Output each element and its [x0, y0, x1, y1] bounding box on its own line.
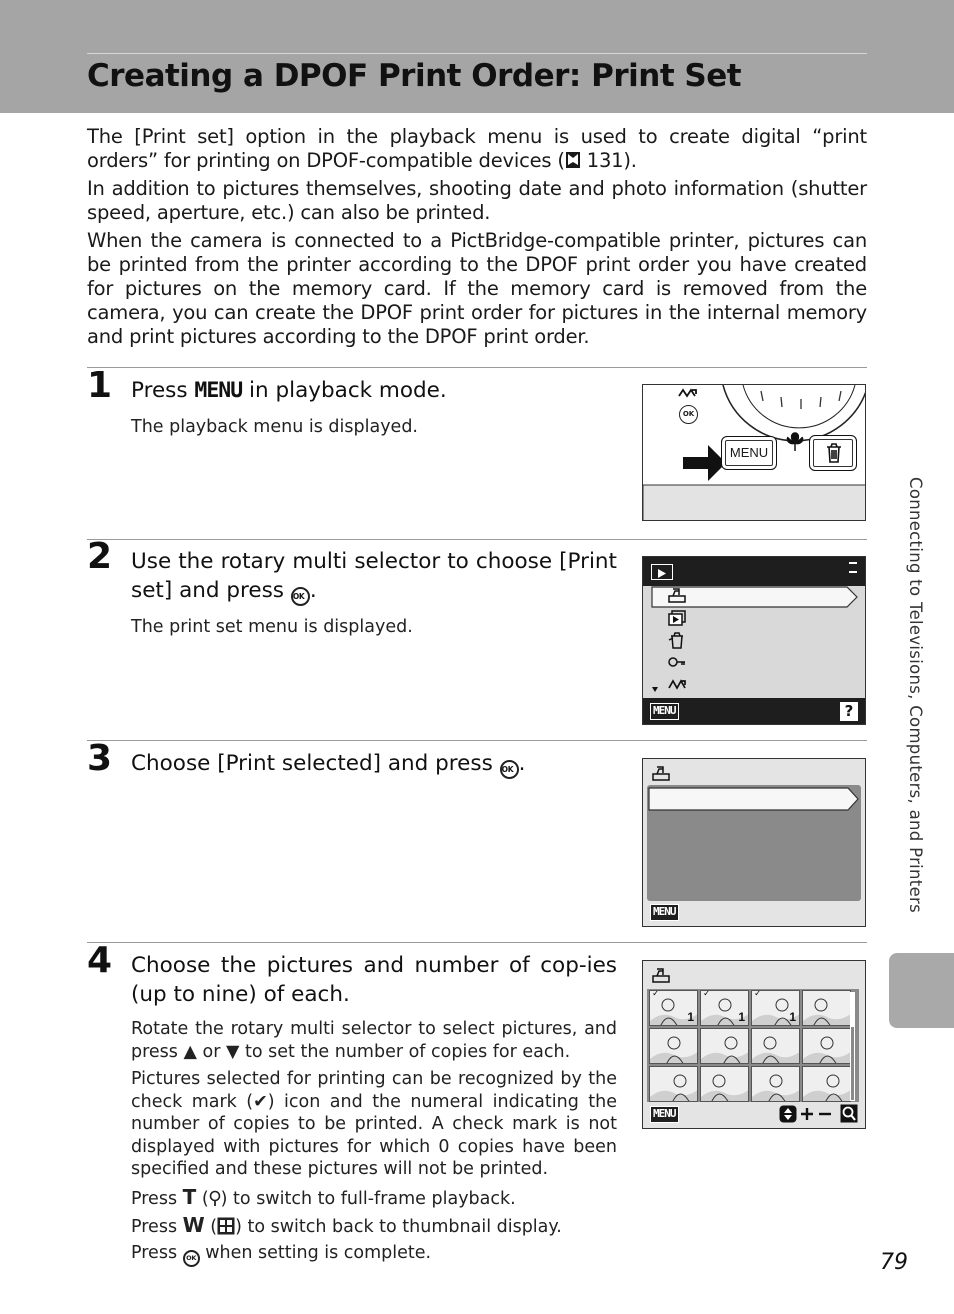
- step-2-body: The print set menu is displayed.: [131, 617, 413, 637]
- playback-swirl-icon: [677, 387, 701, 399]
- ok-icon: OK: [291, 587, 310, 606]
- menu-button-icon: MENU: [194, 378, 243, 403]
- down-arrow-icon: ▼: [225, 1041, 240, 1062]
- thumbnail[interactable]: [700, 1028, 749, 1064]
- playback-mode-icon: [651, 564, 673, 580]
- page-title: Creating a DPOF Print Order: Print Set: [87, 58, 742, 94]
- thumbnail-grid: [647, 989, 859, 1102]
- step-2-heading: [131, 547, 617, 606]
- thumbnail-grid-icon: [217, 1217, 235, 1235]
- header-rule: [87, 53, 867, 54]
- step-4-p1-a: Rotate the rotary multi selector to select pictures, and press: [131, 1019, 617, 1062]
- intro-paragraph-3: When the camera is connected to a PictBridge-compatible printer, pictures can be printed from the printer according to the DPOF print order you have created for pictures on the memory card. If the memory card is removed from the camera, you can create the DPOF print order for pictures in the internal memory and print pictures according to the DPOF print order.: [87, 229, 867, 348]
- intro-p1-ref: 131).: [580, 149, 637, 172]
- lcd-menu-tag: MENU: [650, 703, 679, 720]
- up-arrow-icon: ▲: [183, 1041, 197, 1062]
- intro-p1-text: The [Print set] option in the playback menu is used to create digital “print orders” for printing on DPOF-compatible devices (: [87, 125, 867, 172]
- thumbnail[interactable]: [751, 1066, 800, 1102]
- thumbnail[interactable]: [802, 1028, 851, 1064]
- step-1-rule: [87, 367, 867, 368]
- step-3-head-text: Choose [Print selected] and press: [131, 751, 500, 776]
- step-1-head-b: in playback mode.: [242, 378, 447, 403]
- check-mark-icon: ✓: [652, 990, 660, 999]
- step-4-p2-a: Pictures selected for printing can be recognized by the check mark (: [131, 1069, 617, 1112]
- trash-icon: [824, 442, 844, 464]
- step-4-paragraph-2: [131, 1068, 617, 1181]
- step-4-heading: Choose the pictures and number of cop-ies (up to nine) of each.: [131, 953, 617, 1007]
- step-4-p1-b: to set the number of copies for each.: [239, 1041, 571, 1062]
- step-1-number: 1: [87, 365, 113, 406]
- step-3-head-end: .: [518, 751, 526, 776]
- ok-icon: OK: [183, 1250, 200, 1267]
- camera-delete-button: [809, 435, 857, 471]
- step-4-p1-or: or: [196, 1041, 226, 1062]
- press-ok-line: [131, 1242, 431, 1267]
- copy-count: 1: [738, 1010, 745, 1024]
- side-chapter-label: Connecting to Televisions, Computers, and Printers: [906, 477, 925, 914]
- scroll-indicator-icon: [849, 562, 857, 573]
- print-set-icon: [667, 587, 687, 605]
- copy-count: 1: [789, 1010, 796, 1024]
- selector-up-down-icon: [779, 1105, 797, 1123]
- plus-icon: [799, 1106, 815, 1122]
- camera-back-illustration: [642, 384, 866, 521]
- w-key-label: W: [182, 1213, 205, 1237]
- press-w-a: Press: [131, 1217, 183, 1237]
- thumbnail[interactable]: [751, 1028, 800, 1064]
- press-ok-b: when setting is complete.: [199, 1243, 432, 1263]
- print-set-title-icon: [651, 967, 673, 985]
- grid-scrollbar[interactable]: [850, 992, 855, 1101]
- page-number: 79: [880, 1250, 908, 1275]
- ok-button-icon: OK: [679, 405, 698, 424]
- step-4-number: 4: [87, 940, 113, 981]
- intro-paragraph-2: In addition to pictures themselves, shooting date and photo information (shutter speed, aperture, etc.) can also be printed.: [87, 177, 867, 224]
- ok-icon: OK: [500, 760, 519, 779]
- copy-count: 1: [687, 1010, 694, 1024]
- press-t-b: (: [196, 1189, 209, 1209]
- zoom-in-icon: [840, 1104, 858, 1123]
- menu-highlight-bar: [648, 786, 860, 812]
- side-chapter-tab: [889, 953, 954, 1028]
- press-t-c: ) to switch to full-frame playback.: [220, 1189, 516, 1209]
- thumbnail[interactable]: [700, 1066, 749, 1102]
- thumbnail[interactable]: [802, 1066, 851, 1102]
- step-1-head-a: Press: [131, 378, 195, 403]
- thumbnail-selection-screen: [642, 960, 866, 1129]
- thumbnail[interactable]: [700, 990, 749, 1026]
- press-t-line: [131, 1186, 516, 1210]
- thumbnail[interactable]: [649, 1028, 698, 1064]
- t-key-label: T: [182, 1185, 197, 1209]
- playback-menu-screen: [642, 556, 866, 725]
- camera-menu-button: MENU: [721, 436, 777, 470]
- lcd-menu-tag: MENU: [650, 1106, 679, 1123]
- lcd-menu-tag: MENU: [650, 904, 679, 921]
- step-2-head-text: Use the rotary multi selector to choose [Print set] and press: [131, 549, 617, 603]
- check-mark-icon: ✓: [754, 990, 762, 999]
- step-4-paragraph-1: [131, 1018, 617, 1063]
- scroll-down-arrow-icon: [651, 685, 659, 693]
- thumbnail[interactable]: [751, 990, 800, 1026]
- press-t-a: Press: [131, 1189, 183, 1209]
- step-3-rule: [87, 740, 867, 741]
- transfer-icon: [667, 676, 687, 692]
- lcd-title-bar: [643, 557, 866, 586]
- protect-key-icon: [667, 654, 687, 670]
- thumbnail[interactable]: [649, 1066, 698, 1102]
- delete-menu-icon: [667, 632, 687, 650]
- print-set-title-icon: [651, 765, 673, 783]
- step-4-p2-b: ) icon and the numeral indicating the number of copies to be printed. A check mark is not displayed with pictures for which 0 copies have been specified and these pictures will not be printed.: [131, 1091, 617, 1179]
- press-ok-a: Press: [131, 1243, 183, 1263]
- step-3-number: 3: [87, 738, 113, 779]
- minus-icon: [817, 1106, 833, 1122]
- step-4-body: [131, 1018, 617, 1181]
- press-w-line: [131, 1214, 562, 1238]
- step-4-rule: [87, 942, 867, 943]
- intro-paragraph-1: [87, 125, 867, 173]
- reference-book-icon: [565, 150, 581, 170]
- thumbnail[interactable]: [802, 990, 851, 1026]
- check-mark-icon: ✔: [253, 1091, 268, 1112]
- help-icon: ?: [840, 702, 858, 721]
- step-1-heading: [131, 376, 617, 405]
- slide-show-icon: [667, 610, 687, 628]
- step-2-rule: [87, 539, 867, 540]
- step-3-heading: [131, 749, 617, 779]
- macro-flower-icon: [783, 429, 807, 453]
- step-1-body: The playback menu is displayed.: [131, 417, 418, 437]
- thumbnail[interactable]: [649, 990, 698, 1026]
- lcd-bottom-bar: [643, 698, 866, 725]
- press-w-c: ) to switch back to thumbnail display.: [235, 1217, 562, 1237]
- check-mark-icon: ✓: [703, 990, 711, 999]
- print-set-menu-screen: [642, 758, 866, 927]
- magnifier-icon: [209, 1190, 221, 1207]
- press-w-b: (: [204, 1217, 218, 1237]
- step-2-head-end: .: [309, 578, 317, 603]
- header-band: [0, 0, 954, 113]
- step-2-number: 2: [87, 536, 113, 577]
